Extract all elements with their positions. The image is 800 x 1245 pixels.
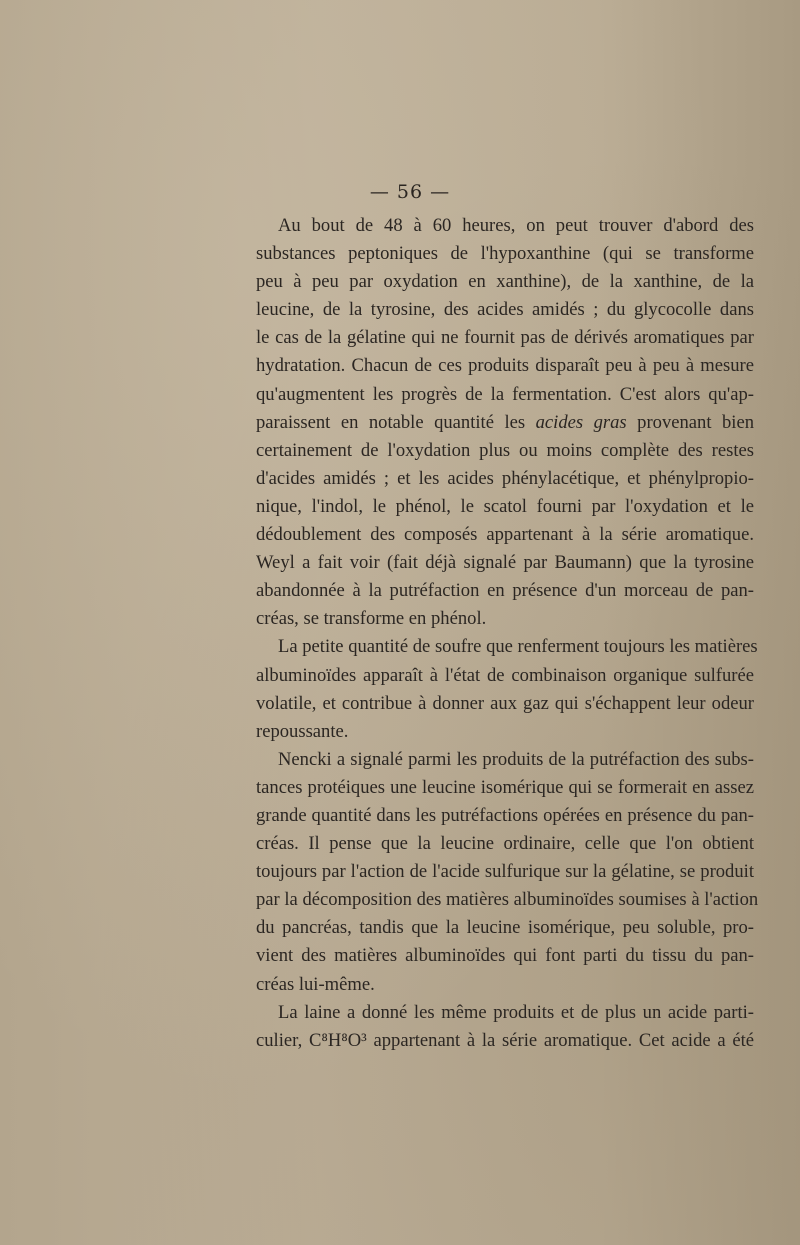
text-line: La laine a donné les même produits et de plus un acide parti- bbox=[278, 1001, 754, 1023]
text-line: d'acides amidés ; et les acides phénylacétique, et phénylpropio- bbox=[256, 467, 754, 489]
text-line: nique, l'indol, le phénol, le scatol fourni par l'oxydation et le bbox=[256, 495, 754, 517]
text-line: créas. Il pense que la leucine ordinaire, celle que l'on obtient bbox=[256, 833, 754, 855]
text-line: qu'augmentent les progrès de la fermentation. C'est alors qu'ap- bbox=[256, 383, 754, 405]
text-line: volatile, et contribue à donner aux gaz qui s'échappent leur odeur bbox=[256, 692, 754, 714]
text-line: paraissent en notable quantité les acides gras provenant bien bbox=[256, 411, 755, 433]
text-line: le cas de la gélatine qui ne fournit pas de dérivés aromatiques par bbox=[256, 327, 754, 349]
text-line: Au bout de 48 à 60 heures, on peut trouver d'abord des bbox=[278, 215, 754, 236]
text-line: leucine, de la tyrosine, des acides amidés ; du glycocolle dans bbox=[256, 299, 754, 321]
text-line: albuminoïdes apparaît à l'état de combinaison organique sulfurée bbox=[256, 664, 754, 686]
text-line: créas, se transforme en phénol. bbox=[256, 608, 487, 630]
body-text bbox=[256, 212, 759, 1055]
text-line: abandonnée à la putréfaction en présence d'un morceau de pan- bbox=[256, 580, 754, 602]
text-line: tances protéiques une leucine isomérique qui se formerait en assez bbox=[256, 776, 754, 798]
text-line: grande quantité dans les putréfactions opérées en présence du pan- bbox=[256, 804, 754, 826]
text-line: repoussante. bbox=[256, 720, 349, 742]
text-line: certainement de l'oxydation plus ou moins complète des restes bbox=[256, 439, 754, 461]
text-line: par la décomposition des matières albuminoïdes soumises à l'action bbox=[256, 889, 759, 911]
text-line: vient des matières albuminoïdes qui font parti du tissu du pan- bbox=[256, 945, 754, 967]
text-line: culier, C⁸H⁸O³ appartenant à la série aromatique. Cet acide a été bbox=[256, 1029, 754, 1051]
text-line: Weyl a fait voir (fait déjà signalé par Baumann) que la tyrosine bbox=[256, 552, 754, 574]
text-line: Nencki a signalé parmi les produits de la putréfaction des subs- bbox=[278, 748, 754, 770]
text-line: peu à peu par oxydation en xanthine), de la xanthine, de la bbox=[256, 271, 754, 293]
text-line: hydratation. Chacun de ces produits disparaît peu à peu à mesure bbox=[256, 355, 754, 377]
text-line: dédoublement des composés appartenant à la série aromatique. bbox=[256, 524, 754, 546]
text-line: créas lui-même. bbox=[256, 973, 375, 995]
text-line: du pancréas, tandis que la leucine isomérique, peu soluble, pro- bbox=[256, 917, 754, 939]
text-line: La petite quantité de soufre que renferment toujours les matières bbox=[278, 636, 758, 658]
text-line: toujours par l'action de l'acide sulfurique sur la gélatine, se produit bbox=[256, 861, 754, 883]
page-number: — 56 — bbox=[369, 181, 451, 203]
text-line: substances peptoniques de l'hypoxanthine (qui se transforme bbox=[256, 243, 754, 265]
